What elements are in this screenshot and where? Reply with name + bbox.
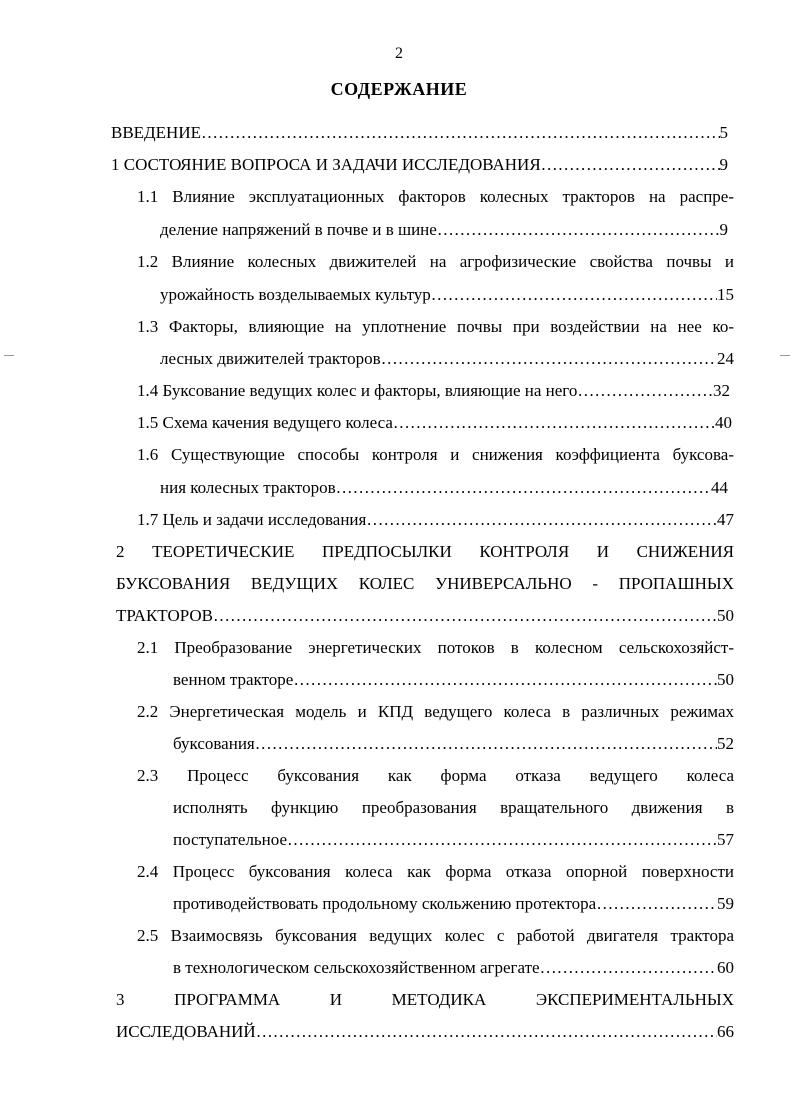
toc-entry-page: 57 <box>717 830 734 849</box>
toc-entry-page: 59 <box>717 894 734 913</box>
margin-mark-left <box>4 355 14 356</box>
toc-entry-text: ИССЛЕДОВАНИЙ <box>116 1022 256 1041</box>
toc-entry-text: 1.7 Цель и задачи исследования <box>137 510 367 529</box>
toc-entry-page: 60 <box>717 958 734 977</box>
dot-leader <box>393 412 715 434</box>
toc-entry-ch1 <box>111 154 728 176</box>
toc-entry-1-5 <box>137 412 732 434</box>
dot-leader <box>213 605 717 627</box>
toc-entry-page: 44 <box>711 478 728 497</box>
toc-entry-1-2-line1: 1.2 Влияние колесных движителей на агрофизические свойства почвы и <box>137 252 734 271</box>
toc-entry-2-2 <box>173 733 734 755</box>
dot-leader <box>596 893 717 915</box>
toc-entry-1-6 <box>160 477 728 499</box>
dot-leader <box>381 348 717 370</box>
toc-entry-text: лесных движителей тракторов <box>160 349 381 368</box>
toc-entry-2-2-line1: 2.2 Энергетическая модель и КПД ведущего колеса в различных режимах <box>137 702 734 721</box>
page-number: 2 <box>395 45 403 62</box>
toc-entry-page: 24 <box>717 349 734 368</box>
toc-entry-text: ВВЕДЕНИЕ <box>111 123 201 142</box>
toc-title: СОДЕРЖАНИЕ <box>330 79 468 99</box>
toc-entry-text: ния колесных тракторов <box>160 478 336 497</box>
toc-entry-text: противодействовать продольному скольжению протектора <box>173 894 597 913</box>
toc-entry-ch2-line2: БУКСОВАНИЯ ВЕДУЩИХ КОЛЕС УНИВЕРСАЛЬНО - ПРОПАШНЫХ <box>116 574 734 593</box>
toc-entry-2-4 <box>173 893 734 915</box>
dot-leader <box>540 957 717 979</box>
toc-entry-ch2 <box>116 605 734 627</box>
toc-entry-text: ТРАКТОРОВ <box>116 606 213 625</box>
toc-entry-2-4-line1: 2.4 Процесс буксования колеса как форма отказа опорной поверхности <box>137 862 734 881</box>
toc-entry-page: 32 <box>713 381 730 400</box>
toc-entry-text: венном тракторе <box>173 670 294 689</box>
dot-leader <box>287 829 717 851</box>
toc-entry-page: 5 <box>719 123 728 142</box>
toc-entry-text: буксования <box>173 734 255 753</box>
dot-leader <box>201 122 720 144</box>
toc-entry-page: 52 <box>717 734 734 753</box>
toc-entry-text: 1.4 Буксование ведущих колес и факторы, влияющие на него <box>137 381 578 400</box>
dot-leader <box>293 669 717 691</box>
toc-entry-1-7 <box>137 509 734 531</box>
toc-entry-1-6-line1: 1.6 Существующие способы контроля и снижения коэффициента буксова- <box>137 445 734 464</box>
toc-entry-ch3 <box>116 1021 734 1043</box>
toc-entry-intro <box>111 122 728 144</box>
toc-entry-page: 15 <box>717 285 734 304</box>
toc-entry-1-1 <box>160 219 728 241</box>
toc-entry-2-3 <box>173 829 734 851</box>
toc-entry-text: поступательное <box>173 830 288 849</box>
toc-entry-text: урожайность возделываемых культур <box>160 285 431 304</box>
dot-leader <box>255 733 717 755</box>
toc-entry-page: 40 <box>715 413 732 432</box>
dot-leader <box>437 219 720 241</box>
toc-entry-2-3-line2: исполнять функцию преобразования вращательного движения в <box>173 798 734 817</box>
toc-entry-page: 9 <box>719 155 728 174</box>
toc-entry-text: 1.5 Схема качения ведущего колеса <box>137 413 393 432</box>
toc-entry-page: 47 <box>717 510 734 529</box>
toc-entry-ch3-line1: 3 ПРОГРАММА И МЕТОДИКА ЭКСПЕРИМЕНТАЛЬНЫХ <box>116 990 734 1009</box>
toc-entry-text: деление напряжений в почве и в шине <box>160 220 437 239</box>
toc-entry-1-4 <box>137 380 730 402</box>
toc-entry-2-5-line1: 2.5 Взаимосвязь буксования ведущих колес с работой двигателя трактора <box>137 926 734 945</box>
toc-entry-2-1-line1: 2.1 Преобразование энергетических потоков в колесном сельскохозяйст- <box>137 638 734 657</box>
toc-entry-text: 1 СОСТОЯНИЕ ВОПРОСА И ЗАДАЧИ ИССЛЕДОВАНИЯ <box>111 155 541 174</box>
dot-leader <box>431 284 717 306</box>
toc-entry-1-2 <box>160 284 734 306</box>
dot-leader <box>577 380 713 402</box>
toc-entry-2-5 <box>173 957 734 979</box>
dot-leader <box>366 509 717 531</box>
dot-leader <box>541 154 720 176</box>
dot-leader <box>256 1021 717 1043</box>
margin-mark-right <box>780 355 790 356</box>
toc-entry-ch2-line1: 2 ТЕОРЕТИЧЕСКИЕ ПРЕДПОСЫЛКИ КОНТРОЛЯ И СНИЖЕНИЯ <box>116 542 734 561</box>
toc-entry-page: 9 <box>719 220 728 239</box>
toc-entry-1-3 <box>160 348 734 370</box>
toc-entry-2-1 <box>173 669 734 691</box>
toc-entry-page: 50 <box>717 670 734 689</box>
toc-entry-1-3-line1: 1.3 Факторы, влияющие на уплотнение почвы при воздействии на нее ко- <box>137 317 734 336</box>
toc-entry-page: 66 <box>717 1022 734 1041</box>
toc-entry-page: 50 <box>717 606 734 625</box>
dot-leader <box>336 477 711 499</box>
toc-entry-1-1-line1: 1.1 Влияние эксплуатационных факторов колесных тракторов на распре- <box>137 187 734 206</box>
toc-entry-text: в технологическом сельскохозяйственном агрегате <box>173 958 540 977</box>
toc-entry-2-3-line1: 2.3 Процесс буксования как форма отказа ведущего колеса <box>137 766 734 785</box>
